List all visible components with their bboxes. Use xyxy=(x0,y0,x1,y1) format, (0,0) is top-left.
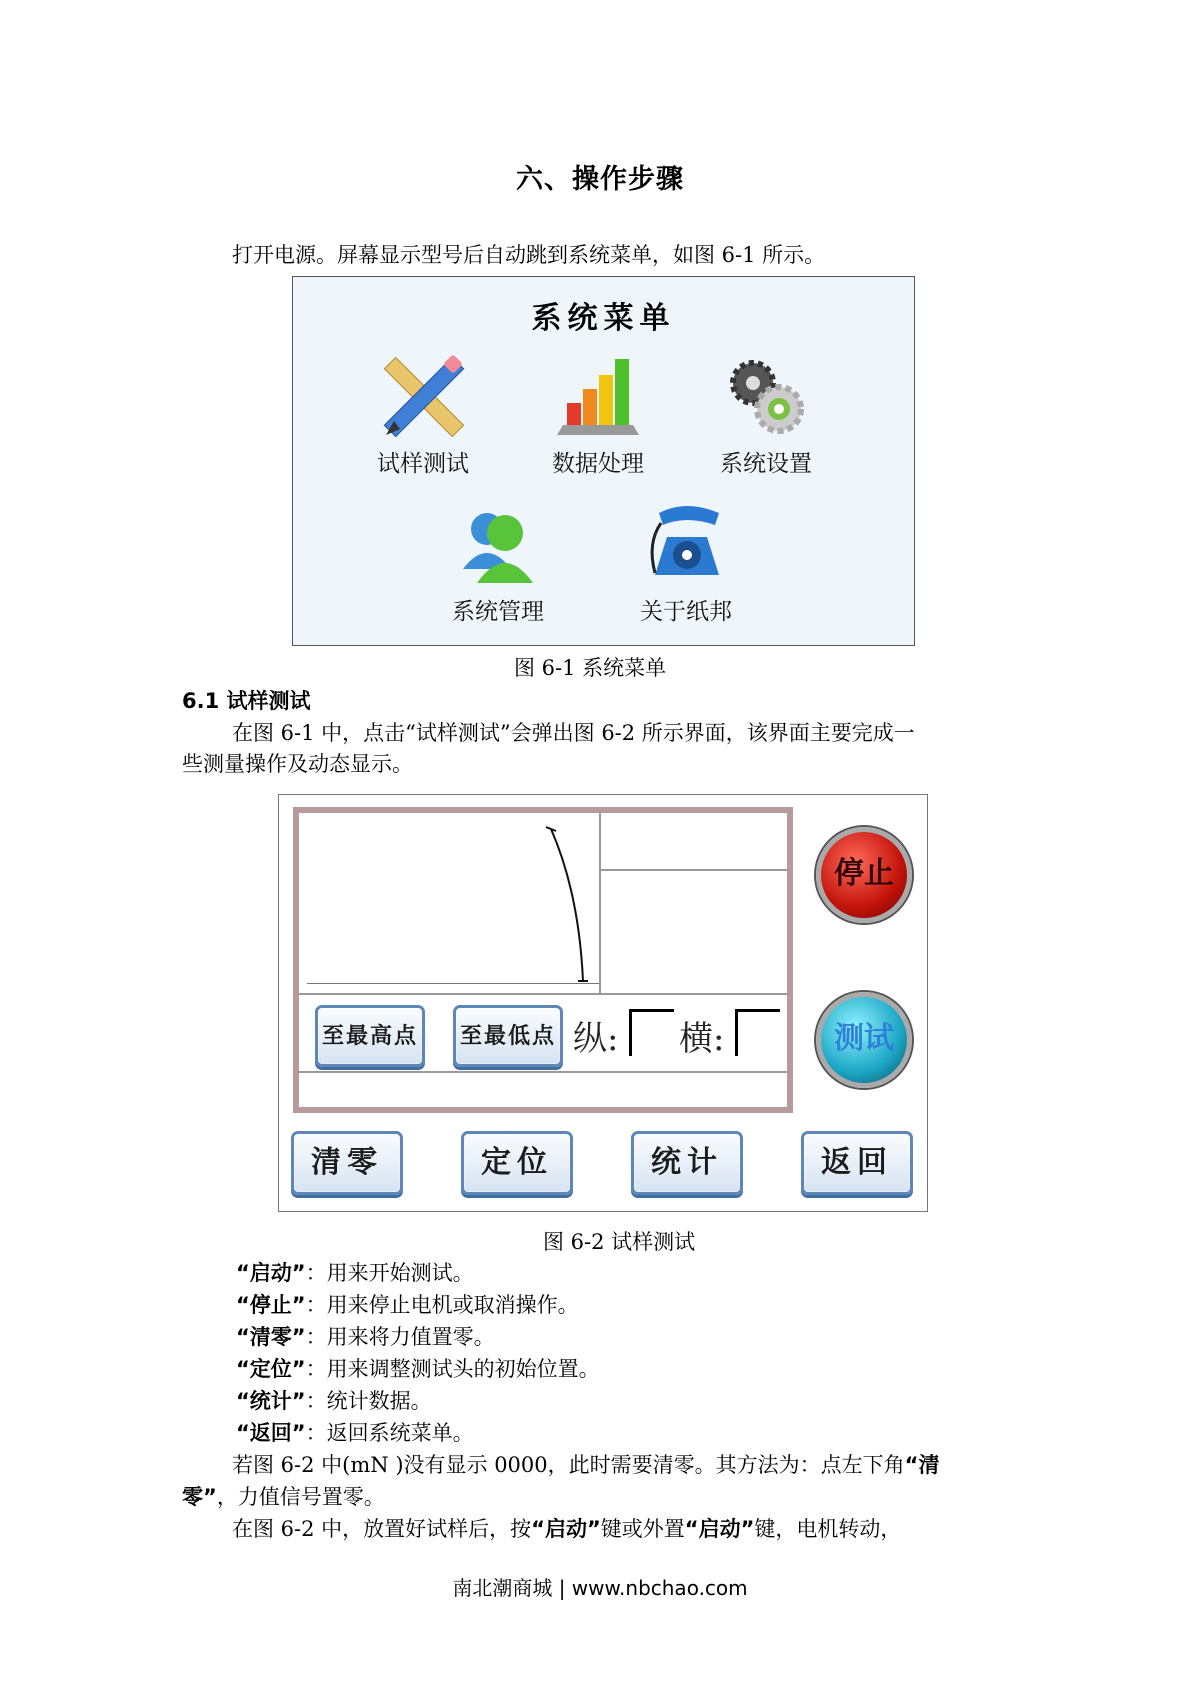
menu-label: 数据处理 xyxy=(552,451,644,477)
system-menu-figure xyxy=(292,276,915,646)
menu-label: 试样测试 xyxy=(377,451,469,477)
display-panel xyxy=(293,807,793,1113)
locate-button[interactable]: 定位 xyxy=(461,1131,573,1195)
footer: 南北潮商城 | www.nbchao.com xyxy=(452,1576,748,1600)
menu-item-data-processing[interactable] xyxy=(523,355,673,478)
users-icon xyxy=(453,503,543,587)
pencil-ruler-icon xyxy=(378,355,468,439)
description-line: “返回”：返回系统菜单。 xyxy=(236,1421,474,1445)
subsection-paragraph-line1: 在图 6-1 中，点击“试样测试”会弹出图 6-2 所示界面，该界面主要完成一 xyxy=(232,721,915,745)
horizontal-label: 横: xyxy=(679,1019,725,1059)
gears-icon xyxy=(721,355,811,439)
bar-chart-icon xyxy=(553,355,643,439)
description-line: “停止”：用来停止电机或取消操作。 xyxy=(236,1293,579,1317)
stop-button[interactable]: 停止 xyxy=(816,827,912,923)
clear-button[interactable]: 清零 xyxy=(291,1131,403,1195)
statistics-button[interactable]: 统计 xyxy=(631,1131,743,1195)
description-line: “启动”：用来开始测试。 xyxy=(236,1261,474,1285)
menu-title: 系统菜单 xyxy=(531,301,676,336)
clear-instruction-line1: 若图 6-2 中(mN )没有显示 0000，此时需要清零。其方法为：点左下角“清 xyxy=(232,1453,940,1477)
subsection-title: 6.1 试样测试 xyxy=(182,689,311,713)
description-line: “统计”：统计数据。 xyxy=(236,1389,432,1413)
telephone-icon xyxy=(641,503,731,587)
menu-label: 系统管理 xyxy=(452,599,544,625)
test-button[interactable]: 测试 xyxy=(816,992,912,1088)
description-line: “清零”：用来将力值置零。 xyxy=(236,1325,495,1349)
menu-label: 系统设置 xyxy=(720,451,812,477)
menu-label: 关于纸邦 xyxy=(640,599,732,625)
intro-paragraph: 打开电源。屏幕显示型号后自动跳到系统菜单，如图 6-1 所示。 xyxy=(232,243,826,267)
clear-instruction-line2: 零”，力值信号置零。 xyxy=(182,1485,385,1509)
sample-test-figure xyxy=(278,794,928,1212)
back-button[interactable]: 返回 xyxy=(801,1131,913,1195)
start-instruction: 在图 6-2 中，放置好试样后，按“启动”键或外置“启动”键，电机转动， xyxy=(232,1517,902,1541)
figure1-caption: 图 6-1 系统菜单 xyxy=(514,656,667,680)
menu-item-about[interactable] xyxy=(611,503,761,626)
horizontal-value-box xyxy=(735,1009,780,1056)
vertical-label: 纵: xyxy=(573,1019,619,1059)
vertical-value-box xyxy=(629,1009,674,1056)
go-lowest-button[interactable]: 至最低点 xyxy=(453,1005,563,1067)
subsection-paragraph-line2: 些测量操作及动态显示。 xyxy=(182,752,413,776)
menu-item-system-management[interactable] xyxy=(423,503,573,626)
menu-item-system-settings[interactable] xyxy=(691,355,841,478)
description-line: “定位”：用来调整测试头的初始位置。 xyxy=(236,1357,600,1381)
section-title: 六、操作步骤 xyxy=(516,164,684,195)
force-curve xyxy=(299,813,599,993)
figure2-caption: 图 6-2 试样测试 xyxy=(543,1230,696,1254)
menu-item-sample-test[interactable] xyxy=(348,355,498,478)
go-highest-button[interactable]: 至最高点 xyxy=(315,1005,425,1067)
